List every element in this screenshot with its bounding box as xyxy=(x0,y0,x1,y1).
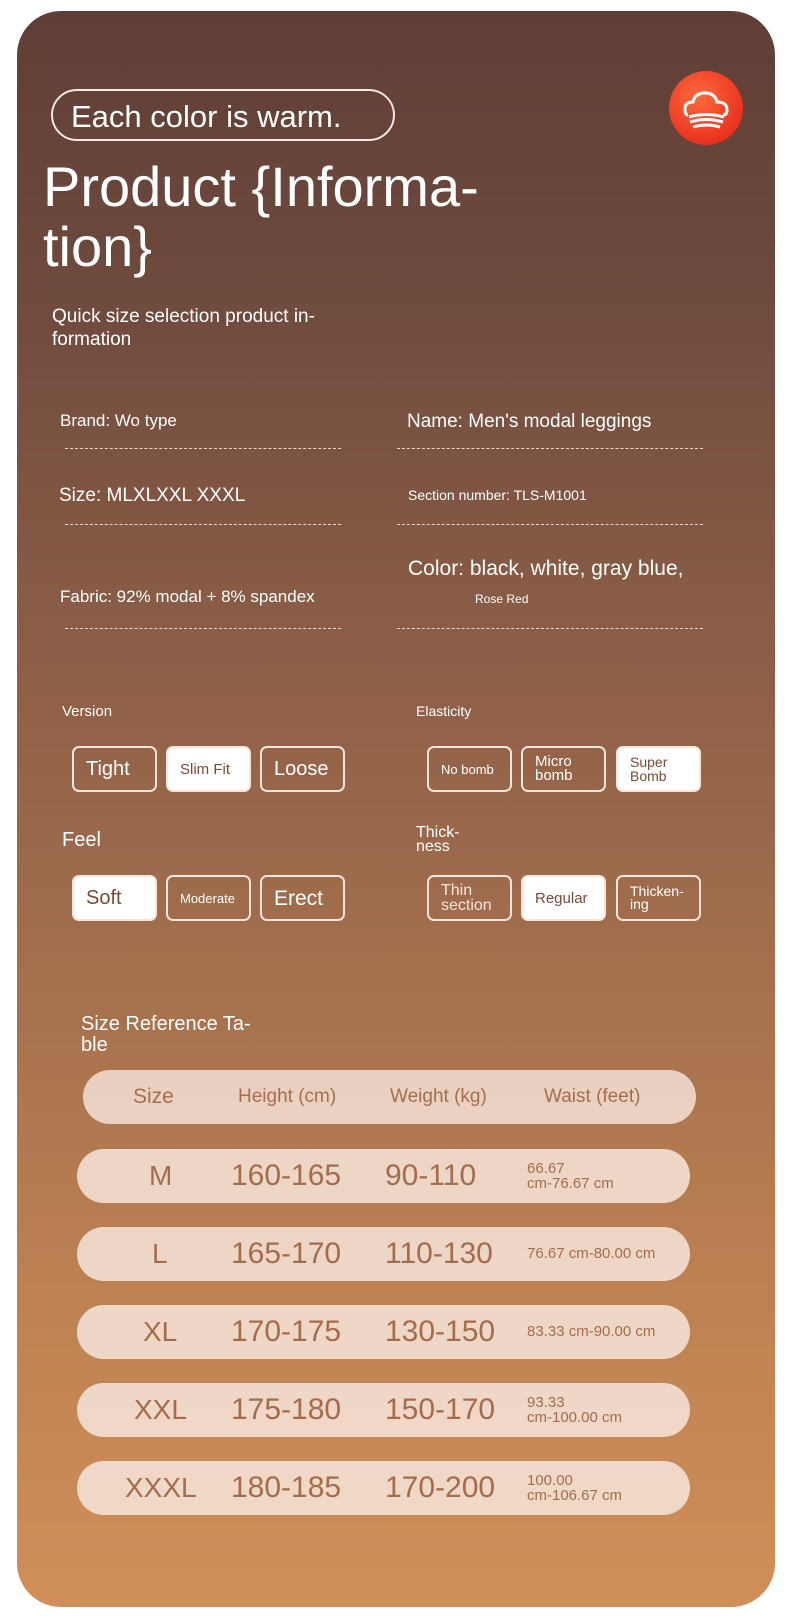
subtitle-line-1: Quick size selection product in- xyxy=(52,306,315,327)
option-slim-fit[interactable]: Slim Fit xyxy=(166,746,251,792)
title-line-1: Product {Informa- xyxy=(43,155,479,218)
option-thickening[interactable] xyxy=(616,875,701,921)
cell-height: 160-165 xyxy=(231,1159,342,1192)
badge-warm: Each color is warm. xyxy=(51,89,395,141)
cell-waist-line-1: 100.00 xyxy=(527,1472,573,1489)
product-info-card xyxy=(17,11,775,1607)
column-header-weight: Weight (kg) xyxy=(390,1086,487,1107)
cell-waist-line-2: cm-76.67 cm xyxy=(527,1175,614,1192)
info-fabric: Fabric: 92% modal + 8% spandex xyxy=(60,587,315,606)
column-header-height: Height (cm) xyxy=(238,1086,337,1107)
cell-waist-line-2: cm-106.67 cm xyxy=(527,1487,623,1504)
option-thickening-label: Thicken- ing xyxy=(630,883,684,912)
option-super-bomb[interactable] xyxy=(616,746,701,792)
option-micro-bomb[interactable] xyxy=(521,746,606,792)
cell-waist-line-2: cm-100.00 cm xyxy=(527,1409,623,1426)
version-label: Version xyxy=(62,703,113,720)
option-erect[interactable]: Erect xyxy=(260,875,345,921)
cell-height: 180-185 xyxy=(231,1471,342,1504)
table-header xyxy=(83,1070,696,1124)
cell-size: M xyxy=(149,1160,173,1191)
cell-size: XXXL xyxy=(125,1472,197,1503)
table-row xyxy=(77,1149,690,1203)
option-moderate[interactable]: Moderate xyxy=(166,875,251,921)
option-no-bomb[interactable]: No bomb xyxy=(427,746,512,792)
divider xyxy=(397,448,703,449)
cell-weight: 170-200 xyxy=(385,1471,496,1504)
cell-waist-line-1: 83.33 cm-90.00 cm xyxy=(527,1323,656,1340)
page-subtitle xyxy=(52,305,352,351)
title-line-2: tion} xyxy=(43,215,152,278)
option-thin-section-label: Thin section xyxy=(441,882,492,914)
divider xyxy=(397,524,703,525)
cell-size: XXL xyxy=(134,1394,187,1425)
page-title xyxy=(43,157,523,277)
divider xyxy=(65,628,341,629)
cell-size: L xyxy=(152,1238,168,1269)
table-row xyxy=(77,1227,690,1281)
cell-waist-line-1: 66.67 xyxy=(527,1160,565,1177)
info-brand: Brand: Wo type xyxy=(60,411,177,430)
cell-weight: 110-130 xyxy=(385,1237,493,1270)
option-super-bomb-label: Super Bomb xyxy=(630,754,668,784)
cloud-icon xyxy=(669,71,743,145)
option-micro-bomb-label: Micro bomb xyxy=(535,753,573,784)
subtitle-line-2: formation xyxy=(52,329,132,350)
cell-height: 175-180 xyxy=(231,1393,342,1426)
size-table-label: Size Reference Ta- ble xyxy=(81,1013,251,1056)
cell-size: XL xyxy=(143,1316,178,1347)
option-thin-section[interactable] xyxy=(427,875,512,921)
cell-waist-line-1: 76.67 cm-80.00 cm xyxy=(527,1245,656,1262)
cell-waist-line-1: 93.33 xyxy=(527,1394,565,1411)
cell-weight: 150-170 xyxy=(385,1393,496,1426)
table-row xyxy=(77,1461,690,1515)
divider xyxy=(65,448,341,449)
cell-height: 165-170 xyxy=(231,1237,342,1270)
feel-label: Feel xyxy=(62,829,101,851)
column-header-waist: Waist (feet) xyxy=(544,1086,641,1107)
cell-height: 170-175 xyxy=(231,1315,342,1348)
info-color-extra: Rose Red xyxy=(475,592,529,606)
cell-weight: 130-150 xyxy=(385,1315,496,1348)
cell-weight: 90-110 xyxy=(385,1159,477,1192)
table-row xyxy=(77,1383,690,1437)
info-name: Name: Men's modal leggings xyxy=(407,411,652,432)
thickness-label: Thick- ness xyxy=(416,824,460,855)
info-color: Color: black, white, gray blue, xyxy=(408,557,684,580)
info-section: Section number: TLS-M1001 xyxy=(408,487,587,503)
divider xyxy=(65,524,341,525)
column-header-size: Size xyxy=(133,1085,174,1108)
option-regular[interactable]: Regular xyxy=(521,875,606,921)
elasticity-label: Elasticity xyxy=(416,703,472,719)
info-size: Size: MLXLXXL XXXL xyxy=(59,485,246,506)
option-tight[interactable]: Tight xyxy=(72,746,157,792)
option-soft[interactable]: Soft xyxy=(72,875,157,921)
option-loose[interactable]: Loose xyxy=(260,746,345,792)
table-row xyxy=(77,1305,690,1359)
divider xyxy=(397,628,703,629)
